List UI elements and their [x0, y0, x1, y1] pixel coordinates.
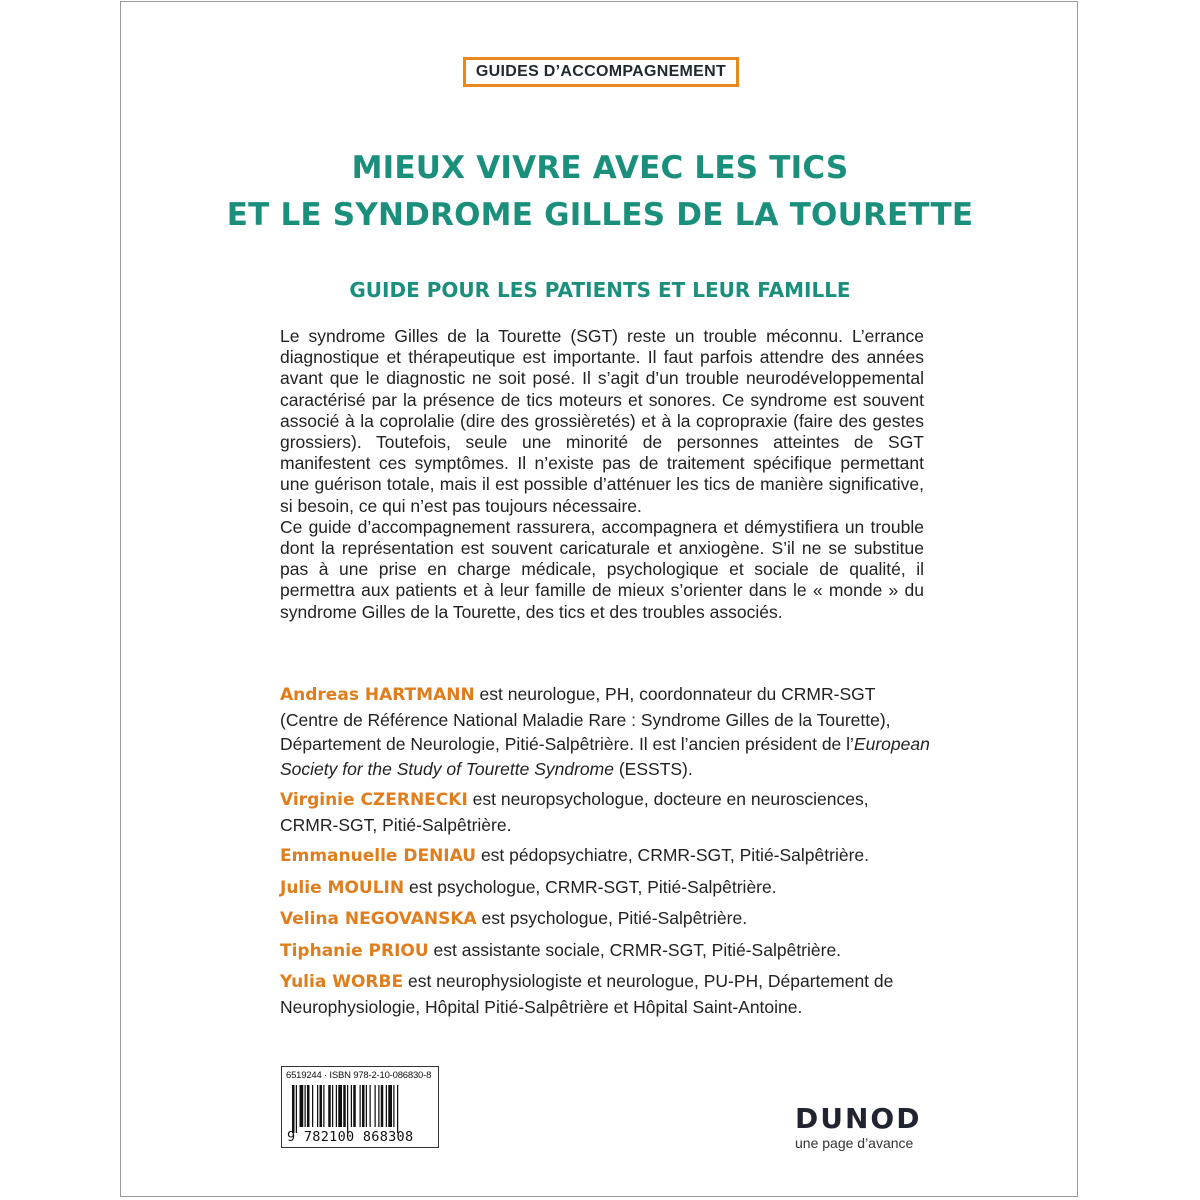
author-bio: est assistante sociale, CRMR-SGT, Pitié-Salpêtrière.	[428, 939, 842, 960]
author-name: Julie MOULIN	[280, 877, 405, 898]
author-entry	[280, 843, 930, 869]
blurb-paragraph-2: Ce guide d’accompagnement rassurera, accompagnera et démystifiera un trouble dont la représentation est souvent caricaturale et anxiogène. S’il ne se substitue pas à une prise en charge médicale, psychologique et sociale de qualité, il permettra aux patients et à leur famille de mieux s’orienter dans le « monde » du syndrome Gilles de la Tourette, des tics et des troubles associés.	[280, 516, 924, 622]
author-bio: est neurologue, PH, coordonnateur du CRMR-SGT (Centre de Référence National Maladie Rare : Syndrome Gilles de la Tourette), Département de Neurologie, Pitié-Salpêtrière. Il est l’ancien président de l’	[280, 684, 891, 754]
publisher-tagline: une page d’avance	[795, 1135, 914, 1151]
isbn-barcode-box	[281, 1066, 439, 1148]
series-badge: GUIDES D’ACCOMPAGNEMENT	[463, 57, 739, 87]
author-entry	[280, 938, 930, 964]
author-name: Virginie CZERNECKI	[280, 790, 468, 810]
author-bio-end: (ESSTS).	[613, 758, 693, 779]
book-title-line-1: MIEUX VIVRE AVEC LES TICS	[351, 150, 849, 186]
author-bio: est pédopsychiatre, CRMR-SGT, Pitié-Salpêtrière.	[476, 845, 869, 865]
author-entry	[280, 875, 930, 901]
author-name: Emmanuelle DENIAU	[280, 846, 477, 866]
author-name: Yulia WORBE	[280, 972, 404, 992]
publisher-block	[795, 1104, 935, 1151]
author-entry	[280, 969, 930, 1019]
author-list	[280, 682, 930, 1025]
author-bio: est neurophysiologiste et neurologue, PU-PH, Département de Neurophysiologie, Hôpital Pitié-Salpêtrière et Hôpital Saint-Antoine.	[280, 971, 894, 1017]
author-bio: est psychologue, CRMR-SGT, Pitié-Salpêtrière.	[404, 876, 777, 897]
author-entry	[280, 682, 930, 781]
blurb	[280, 326, 924, 623]
author-bio: est psychologue, Pitié-Salpêtrière.	[476, 908, 748, 928]
author-bio: est neuropsychologue, docteure en neurosciences, CRMR-SGT, Pitié-Salpêtrière.	[280, 789, 869, 835]
author-entry	[280, 787, 930, 837]
book-title-line-2: ET LE SYNDROME GILLES DE LA TOURETTE	[226, 197, 974, 233]
author-bio-italic: European Society for the Study of Tourette Syndrome	[280, 734, 930, 779]
blurb-paragraph-1: Le syndrome Gilles de la Tourette (SGT) reste un trouble méconnu. L’errance diagnostique et thérapeutique est importante. Il faut parfois attendre des années avant que le diagnostic ne soit posé. Il s’agit d’un trouble neurodéveloppemental caractérisé par la présence de tics moteurs et sonores. Ce syndrome est souvent associé à la coprolalie (dire des grossièretés) et à la copropraxie (faire des gestes grossiers). Toutefois, seule une minorité de personnes atteintes de SGT manifestent ces symptômes. Il n’existe pas de traitement spécifique permettant une guérison totale, mais il est possible d’atténuer les tics de manière significative, si besoin, ce qui n’est pas toujours nécessaire.	[280, 326, 924, 516]
author-name: Velina NEGOVANSKA	[280, 909, 477, 929]
barcode-digits: 9 782100 868308	[287, 1129, 414, 1145]
publisher-logo: DUNOD	[795, 1102, 922, 1135]
book-subtitle: GUIDE POUR LES PATIENTS ET LEUR FAMILLE	[349, 278, 851, 302]
author-name: Andreas HARTMANN	[280, 685, 475, 705]
author-entry	[280, 906, 930, 932]
author-name: Tiphanie PRIOU	[280, 940, 429, 961]
barcode-icon	[290, 1085, 432, 1133]
isbn-label: 6519244 · ISBN 978-2-10-086830-8	[286, 1070, 432, 1081]
